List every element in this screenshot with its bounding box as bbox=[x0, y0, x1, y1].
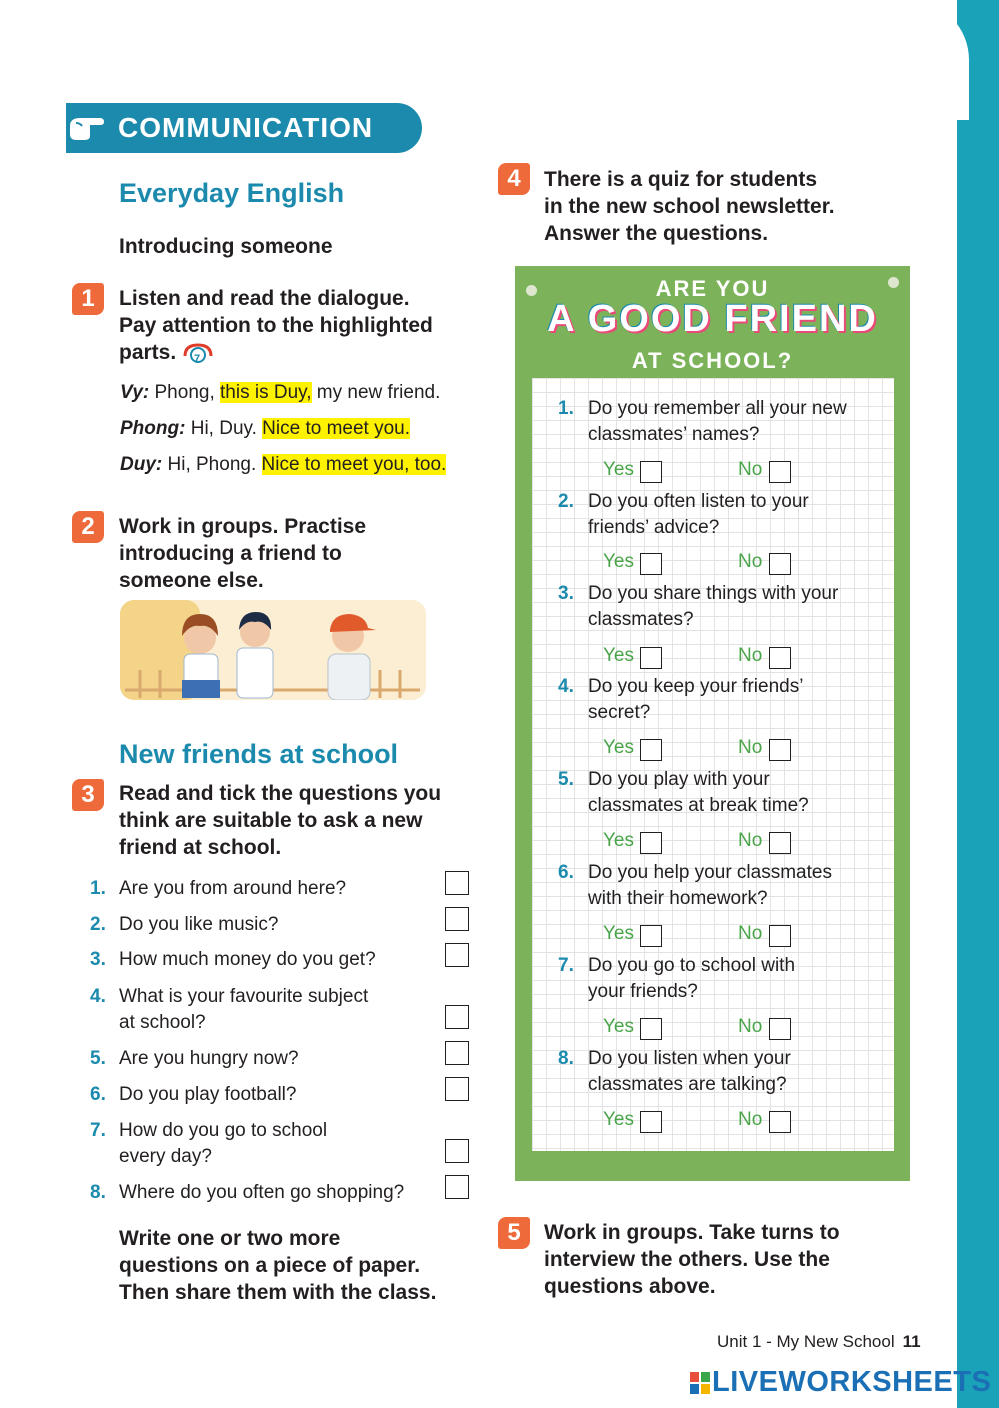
ex3-checkbox-4[interactable] bbox=[445, 1005, 469, 1029]
quiz-no-label-8: No bbox=[738, 1109, 763, 1130]
quiz-title-top: ARE YOU bbox=[655, 276, 770, 301]
exercise-3-number: 3 bbox=[72, 779, 104, 811]
ex3-question-1: 1. Are you from around here? bbox=[90, 878, 347, 899]
exercise-1-instruction: Listen and read the dialogue. Pay attention to the highlighted parts. 7 bbox=[119, 285, 433, 366]
audio-track-icon[interactable] bbox=[182, 342, 214, 364]
quiz-yes-checkbox-2[interactable] bbox=[640, 553, 662, 575]
exercise-5-instruction: Work in groups. Take turns to interview the others. Use the questions above. bbox=[544, 1221, 840, 1298]
quiz-question-1: 1. Do you remember all your new classmates’ names? bbox=[558, 398, 847, 445]
ex3-question-8: 8. Where do you often go shopping? bbox=[90, 1182, 405, 1203]
quiz-yes-label-7: Yes bbox=[603, 1016, 634, 1037]
page-footer bbox=[717, 1332, 921, 1352]
exercise-3-instruction: Read and tick the questions you think are suitable to ask a new friend at school. bbox=[119, 782, 442, 859]
quiz-question-5: 5. Do you play with your classmates at break time? bbox=[558, 769, 809, 816]
quiz-no-label-3: No bbox=[738, 645, 763, 666]
exercise-5-number: 5 bbox=[498, 1217, 530, 1249]
liveworksheets-logo-icon bbox=[690, 1372, 710, 1394]
quiz-yes-label-8: Yes bbox=[603, 1109, 634, 1130]
exercise-1-number: 1 bbox=[72, 283, 104, 315]
ex3-question-3: 3. How much money do you get? bbox=[90, 949, 376, 970]
quiz-yes-label-1: Yes bbox=[603, 459, 634, 480]
liveworksheets-watermark: LIVEWORKSHEETS bbox=[690, 1366, 991, 1399]
quiz-question-6: 6. Do you help your classmates with their homework? bbox=[558, 862, 832, 909]
ex3-checkbox-7[interactable] bbox=[445, 1139, 469, 1163]
quiz-yes-label-3: Yes bbox=[603, 645, 634, 666]
quiz-no-label-7: No bbox=[738, 1016, 763, 1037]
quiz-no-label-2: No bbox=[738, 551, 763, 572]
ex3-checkbox-8[interactable] bbox=[445, 1175, 469, 1199]
exercise-4-number: 4 bbox=[498, 163, 530, 195]
ex3-followup: Write one or two more questions on a piece of paper. Then share them with the class. bbox=[119, 1227, 437, 1304]
ex3-question-2: 2. Do you like music? bbox=[90, 914, 279, 935]
ex3-question-7: 7. How do you go to school every day? bbox=[90, 1120, 328, 1167]
ex3-question-6: 6. Do you play football? bbox=[90, 1084, 297, 1105]
quiz-title-main: A GOOD FRIEND bbox=[547, 298, 878, 340]
ex3-checkbox-5[interactable] bbox=[445, 1041, 469, 1065]
quiz-no-checkbox-2[interactable] bbox=[769, 553, 791, 575]
pointing-hand-icon bbox=[66, 112, 106, 144]
dialogue-line-duy: Duy: Hi, Phong. Nice to meet you, too. bbox=[120, 454, 447, 475]
quiz-no-checkbox-4[interactable] bbox=[769, 739, 791, 761]
quiz-yes-checkbox-3[interactable] bbox=[640, 647, 662, 669]
quiz-no-label-6: No bbox=[738, 923, 763, 944]
quiz-no-checkbox-3[interactable] bbox=[769, 647, 791, 669]
quiz-yes-checkbox-5[interactable] bbox=[640, 832, 662, 854]
quiz-yes-checkbox-4[interactable] bbox=[640, 739, 662, 761]
quiz-yes-checkbox-8[interactable] bbox=[640, 1111, 662, 1133]
ex3-checkbox-3[interactable] bbox=[445, 943, 469, 967]
quiz-yes-checkbox-7[interactable] bbox=[640, 1018, 662, 1040]
ex3-question-5: 5. Are you hungry now? bbox=[90, 1048, 299, 1069]
quiz-yes-label-4: Yes bbox=[603, 737, 634, 758]
quiz-no-checkbox-5[interactable] bbox=[769, 832, 791, 854]
everyday-english-heading: Everyday English bbox=[119, 178, 345, 208]
exercise-2-number: 2 bbox=[72, 511, 104, 543]
new-friends-heading: New friends at school bbox=[119, 739, 399, 769]
quiz-no-label-5: No bbox=[738, 830, 763, 851]
section-title: COMMUNICATION bbox=[118, 112, 374, 143]
dialogue-line-vy: Vy: Phong, this is Duy, my new friend. bbox=[120, 382, 441, 403]
exercise-4-instruction: There is a quiz for students in the new school newsletter. Answer the questions. bbox=[544, 168, 835, 245]
quiz-no-label-1: No bbox=[738, 459, 763, 480]
quiz-no-label-4: No bbox=[738, 737, 763, 758]
quiz-yes-checkbox-6[interactable] bbox=[640, 925, 662, 947]
quiz-no-checkbox-8[interactable] bbox=[769, 1111, 791, 1133]
ex3-checkbox-6[interactable] bbox=[445, 1077, 469, 1101]
quiz-title-bottom: AT SCHOOL? bbox=[631, 348, 794, 373]
quiz-question-4: 4. Do you keep your friends’ secret? bbox=[558, 676, 804, 723]
quiz-no-checkbox-6[interactable] bbox=[769, 925, 791, 947]
quiz-yes-label-5: Yes bbox=[603, 830, 634, 851]
quiz-no-checkbox-1[interactable] bbox=[769, 461, 791, 483]
audio-track-number: 7 bbox=[194, 353, 201, 366]
quiz-question-3: 3. Do you share things with your classmates? bbox=[558, 583, 839, 630]
introducing-someone-subheading: Introducing someone bbox=[119, 235, 333, 258]
students-illustration bbox=[120, 600, 426, 700]
ex3-question-4: 4. What is your favourite subject at school? bbox=[90, 986, 369, 1033]
quiz-question-2: 2. Do you often listen to your friends’ advice? bbox=[558, 491, 809, 538]
quiz-question-7: 7. Do you go to school with your friends? bbox=[558, 955, 796, 1002]
ex3-checkbox-1[interactable] bbox=[445, 871, 469, 895]
page-edge-band bbox=[957, 0, 999, 1408]
quiz-question-8: 8. Do you listen when your classmates are talking? bbox=[558, 1048, 791, 1095]
quiz-yes-checkbox-1[interactable] bbox=[640, 461, 662, 483]
ex3-checkbox-2[interactable] bbox=[445, 907, 469, 931]
footer-unit: Unit 1 - My New School bbox=[717, 1332, 895, 1351]
quiz-no-checkbox-7[interactable] bbox=[769, 1018, 791, 1040]
quiz-yes-label-6: Yes bbox=[603, 923, 634, 944]
footer-page-number: 11 bbox=[902, 1332, 921, 1351]
dialogue-line-phong: Phong: Hi, Duy. Nice to meet you. bbox=[120, 418, 410, 439]
exercise-2-instruction: Work in groups. Practise introducing a friend to someone else. bbox=[119, 515, 367, 592]
quiz-yes-label-2: Yes bbox=[603, 551, 634, 572]
